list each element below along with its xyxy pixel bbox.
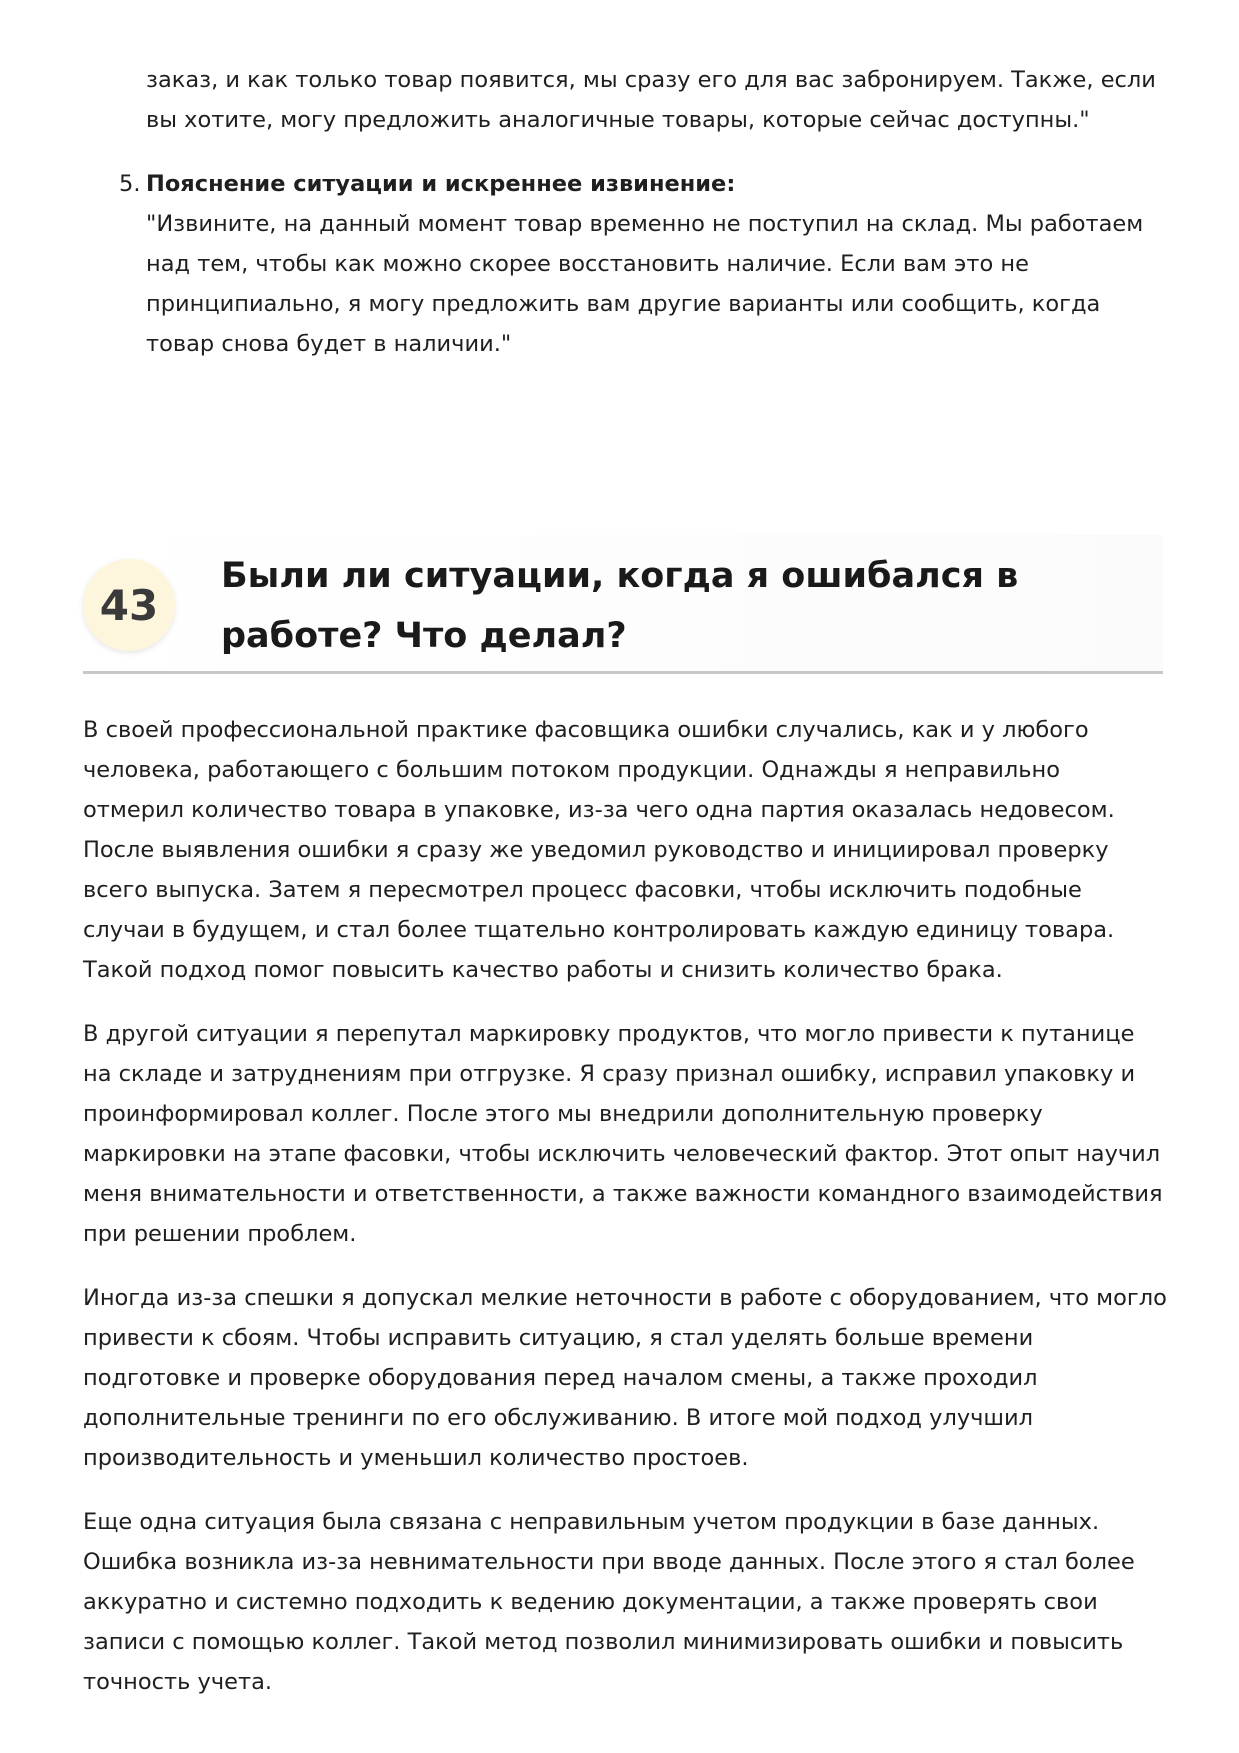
- section-number-badge: 43: [83, 559, 175, 651]
- body-paragraph-2: В другой ситуации я перепутал маркировку продуктов, что могло привести к путанице на складе и затруднениям при отгрузке. Я сразу признал ошибку, исправил упаковку и проинформировал коллег. После этого мы внедрили дополнительную проверку маркировки на этапе фасовки, чтобы исключить человеческий фактор. Этот опыт научил меня внимательности и ответственности, а также важности командного взаимодействия при решении проблем.: [83, 1021, 1163, 1247]
- list-item-title: Пояснение ситуации и искреннее извинение:: [146, 171, 736, 197]
- list-item-5: [119, 164, 1166, 364]
- list-item-text: "Извините, на данный момент товар временно не поступил на склад. Мы работаем над тем, чтобы как можно скорее восстановить наличие. Если вам это не принципиально, я могу предложить вам другие варианты или сообщить, когда товар снова будет в наличии.": [146, 211, 1144, 357]
- numbered-list-continuation: [119, 60, 1166, 364]
- list-item-number: 5.: [119, 171, 141, 197]
- body-paragraph-4: Еще одна ситуация была связана с неправильным учетом продукции в базе данных. Ошибка возникла из-за невнимательности при вводе данных. После этого я стал более аккуратно и системно подходить к ведению документации, а также проверять свои записи с помощью коллег. Такой метод позволил минимизировать ошибки и повысить точность учета.: [83, 1509, 1135, 1695]
- list-item-4-continuation: заказ, и как только товар появится, мы сразу его для вас забронируем. Также, если вы хотите, могу предложить аналогичные товары, которые сейчас доступны.": [146, 67, 1156, 133]
- section-body: [83, 710, 1168, 1726]
- section-heading: [83, 535, 1163, 674]
- section-title: Были ли ситуации, когда я ошибался в работе? Что делал?: [221, 556, 1019, 656]
- body-paragraph-3: Иногда из-за спешки я допускал мелкие неточности в работе с оборудованием, что могло привести к сбоям. Чтобы исправить ситуацию, я стал уделять больше времени подготовке и проверке оборудования перед началом смены, а также проходил дополнительные тренинги по его обслуживанию. В итоге мой подход улучшил производительность и уменьшил количество простоев.: [83, 1285, 1167, 1471]
- body-paragraph-1: В своей профессиональной практике фасовщика ошибки случались, как и у любого человека, работающего с большим потоком продукции. Однажды я неправильно отмерил количество товара в упаковке, из-за чего одна партия оказалась недовесом. После выявления ошибки я сразу же уведомил руководство и инициировал проверку всего выпуска. Затем я пересмотрел процесс фасовки, чтобы исключить подобные случаи в будущем, и стал более тщательно контролировать каждую единицу товара. Такой подход помог повысить качество работы и снизить количество брака.: [83, 717, 1115, 983]
